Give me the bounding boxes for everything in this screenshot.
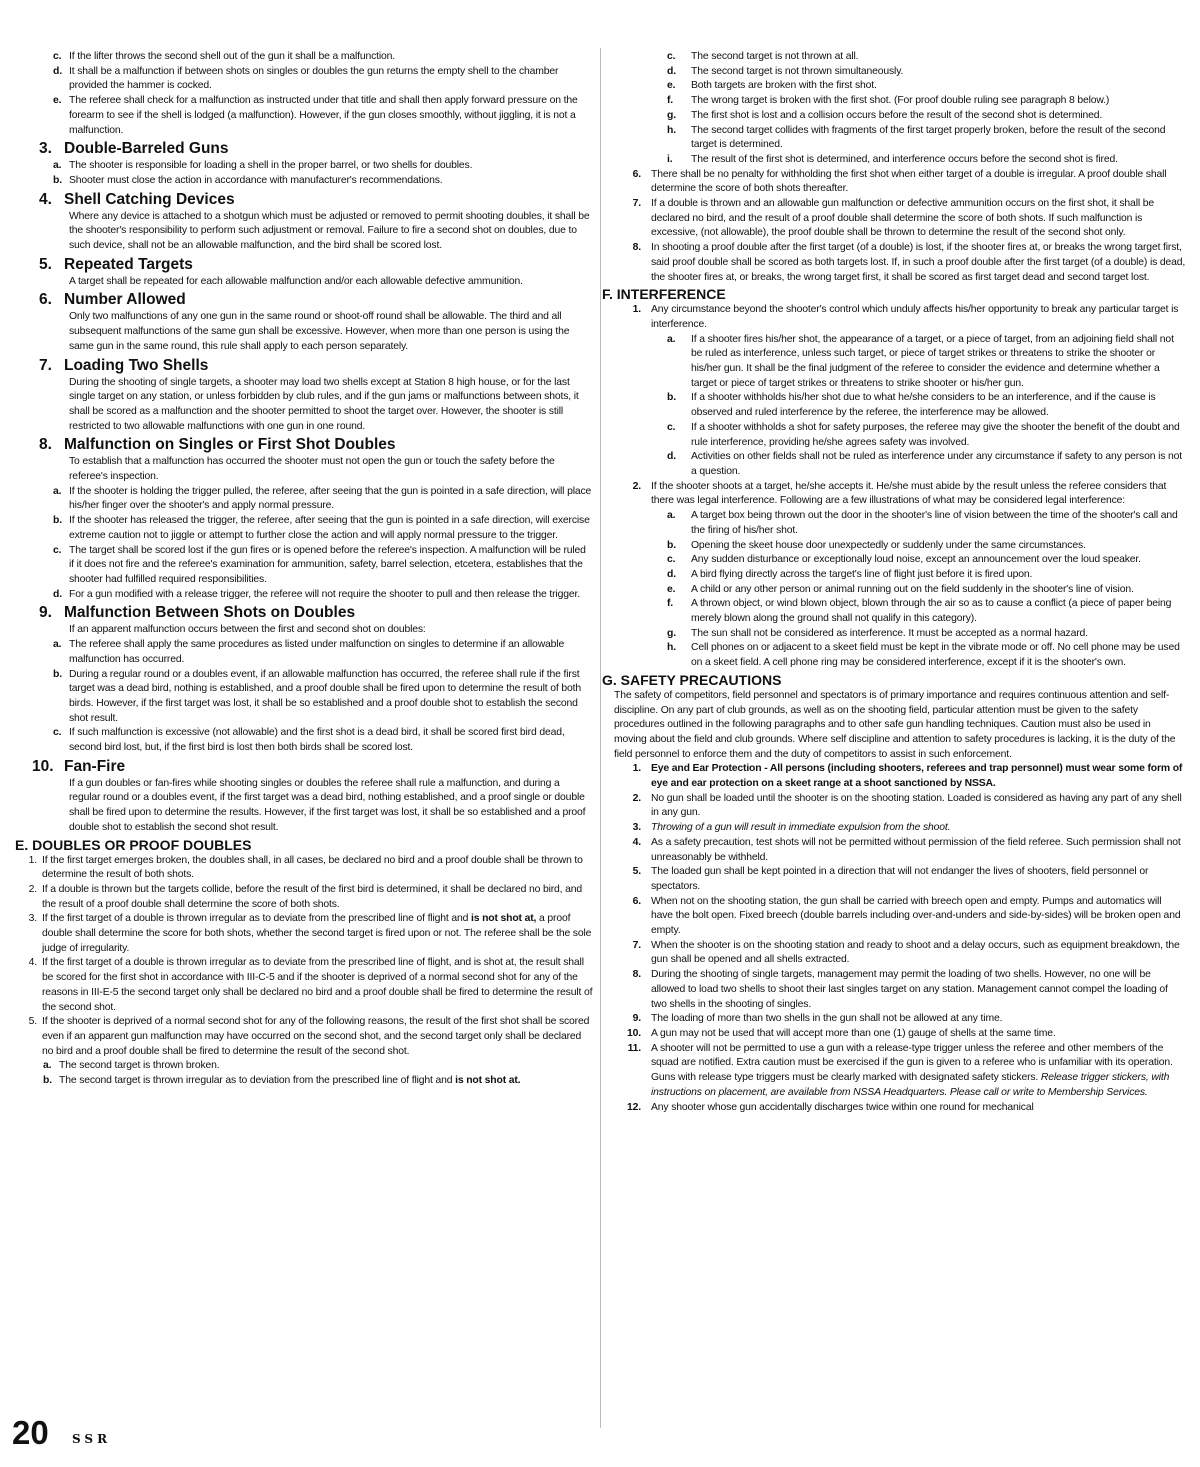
list-item	[614, 509, 1186, 538]
list-item	[15, 174, 593, 189]
list-item	[614, 583, 1186, 598]
item-text: If a shooter withholds his/her shot due to what he/she considers to be an interference, and if the cause is observed and ruled interference by the referee, the interference may be allowed.	[691, 392, 1156, 419]
list-item	[614, 539, 1186, 554]
list-item	[15, 854, 593, 883]
item-text: When not on the shooting station, the gun shall be carried with breech open and empty. Pumps and automatics will have the bolt open. Fixed breech (double barrels including over-and-unders and side-by-sides) will be broken open and empty.	[651, 895, 1181, 937]
item-text: A child or any other person or animal running out on the field suddenly in the shooter's line of vision.	[691, 583, 1134, 595]
item-marker: 11.	[627, 1042, 641, 1054]
item-marker: h.	[667, 642, 676, 654]
section-4-text: Where any device is attached to a shotgun which must be adjusted or removed to permit shooting doubles, it shall be the shooter's responsibility to perform such adjustment or removal. Failure to fire a second shot on doubles, due to such device, shall not be an allowable malfunction, and the bird shall be scored lost.	[69, 210, 590, 252]
section-heading-8: 8. Malfunction on Singles or First Shot Doubles	[39, 436, 396, 454]
list-item	[15, 956, 593, 1015]
item-text: If the first target of a double is thrown irregular as to deviate from the prescribed line of flight, and is shot at, the result shall be scored for the first shot in accordance with III-C-5 and if the shooter is deprived of a normal second shot for any of the reasons in III-E-5 the second target only shall be declared no bird and a proof double shall be fired to determine the result of the second shot.	[42, 957, 593, 1013]
list-item	[614, 168, 1186, 197]
list-item	[614, 303, 1186, 332]
list-item	[614, 627, 1186, 642]
item-marker: a.	[667, 510, 676, 522]
section-5-text: A target shall be repeated for each allowable malfunction and/or each allowable defective ammunition.	[69, 275, 523, 287]
section-heading-5: 5. Repeated Targets	[39, 255, 193, 273]
section-9-text: If an apparent malfunction occurs between the first and second shot on doubles:	[69, 624, 426, 636]
item-text: The loading of more than two shells in the gun shall not be allowed at any time.	[651, 1013, 1003, 1025]
list-item	[614, 568, 1186, 583]
item-text: A target box being thrown out the door in the shooter's line of vision between the time of the shooter's call and the firing of his/her shot.	[691, 510, 1178, 536]
item-text: The second target is thrown broken.	[59, 1060, 220, 1072]
item-text: Eye and Ear Protection - All persons (including shooters, referees and trap personnel) must wear some form of eye and ear protection on a skeet range at a shoot sanctioned by NSSA.	[651, 763, 1183, 790]
item-marker: c.	[53, 727, 62, 739]
item-text: Any circumstance beyond the shooter's control which unduly affects his/her opportunity to break any particular target is interference.	[651, 304, 1179, 330]
item-text: The target shall be scored lost if the gun fires or is opened before the referee's inspection. A malfunction will be ruled if it does not fire and the referee's examination for ammunition, safety, barrel selection, etcetera, establishes that the shooter had fulfilled required responsibilities.	[69, 544, 586, 585]
item-marker: b.	[53, 174, 62, 186]
list-item	[614, 1101, 1186, 1116]
item-text: The second target is thrown irregular as to deviation from the prescribed line of flight and	[59, 1075, 456, 1087]
list-item	[15, 1074, 593, 1089]
section-6-text: Only two malfunctions of any one gun in the same round or shoot-off round shall be allowable. The third and all subsequent malfunctions of the same gun shall be excessive. However, when more than one person is using the same gun in the same round, this rule shall apply to each person separately.	[69, 311, 570, 352]
item-text: As a safety precaution, test shots will not be permitted without permission of the field referee. Such permission shall not unreasonably be withheld.	[651, 836, 1181, 863]
item-text: Opening the skeet house door unexpectedly or suddenly under the same circumstances.	[691, 539, 1086, 551]
page-number: 20	[12, 1414, 49, 1451]
section-g-heading: G. SAFETY PRECAUTIONS	[602, 671, 782, 688]
item-marker: g.	[667, 109, 676, 121]
list-item	[614, 153, 1186, 168]
item-text: Any sudden disturbance or exceptionally loud noise, except an announcement over the loud speaker.	[691, 554, 1141, 566]
item-marker: c.	[667, 421, 676, 433]
item-marker: d.	[667, 65, 676, 77]
list-item	[614, 1012, 1186, 1027]
section-e-more-items	[614, 168, 1186, 286]
item-marker: c.	[53, 544, 62, 556]
item-marker: 7.	[632, 939, 641, 951]
list-item	[614, 821, 1186, 836]
list-item	[15, 50, 593, 65]
item-text: Activities on other fields shall not be ruled as interference under any circumstance if safety to any person is not a question.	[691, 451, 1183, 477]
list-item	[614, 109, 1186, 124]
section-heading-3: 3. Double-Barreled Guns	[39, 140, 229, 158]
item-marker: h.	[667, 124, 676, 136]
item-marker: a.	[667, 333, 676, 345]
item-text: The wrong target is broken with the first shot. (For proof double ruling see paragraph 8 below.)	[691, 95, 1110, 107]
item-marker: f.	[667, 598, 674, 610]
item-text: The sun shall not be considered as interference. It must be accepted as a normal hazard.	[691, 627, 1088, 639]
item-text: The second target collides with fragments of the first target properly broken, before the result of the second target is determined.	[691, 124, 1166, 151]
list-item	[614, 939, 1186, 968]
list-item	[614, 241, 1186, 285]
item-text: Both targets are broken with the first shot.	[691, 80, 877, 92]
section-8-text: To establish that a malfunction has occurred the shooter must not open the gun or touch the safety before the referee's inspection.	[69, 456, 555, 483]
item-marker: e.	[667, 583, 676, 595]
intro-items	[15, 50, 593, 138]
item-text: The shooter is responsible for loading a shell in the proper barrel, or two shells for doubles.	[69, 160, 473, 172]
item-marker: f.	[667, 95, 674, 107]
item-marker: a.	[53, 485, 62, 497]
item-text: Cell phones on or adjacent to a skeet field must be kept in the vibrate mode or off. No cell phone may be used on a skeet field. A cell phone ring may be considered interference, except if it is the shooter's own.	[691, 642, 1180, 669]
item-text: In shooting a proof double after the first target (of a double) is lost, if the shooter fires at, or breaks the wrong target first, said proof double shall be scored as both targets lost. If, in such a proof double after the first target (of a double) is dead, the shooter fires at, or breaks, the wrong target first, it shall be scored as first target dead and second target lost.	[651, 242, 1186, 283]
list-item	[614, 124, 1186, 153]
section-7-text: During the shooting of single targets, a shooter may load two shells except at Station 8 high house, or for the last single target on any station, or unless forbidden by club rules, and if the gun jams or malfunctions between shots, it shall be scored as a malfunction and the shooter permitted to shoot the target over. However, the shooter is still restricted to two allowable malfunctions with one gun in one round.	[69, 376, 579, 432]
item-text: It shall be a malfunction if between shots on singles or doubles the gun returns the empty shell to the chamber provided the hammer is cocked.	[69, 65, 559, 92]
list-item	[15, 485, 593, 514]
list-item	[614, 79, 1186, 94]
left-column	[15, 50, 593, 1089]
item-marker: a.	[53, 160, 62, 172]
item-emphasis: Release trigger stickers, with instructions on placement, are available from NSSA Headquarters. Please call or write to Membership Services.	[651, 1072, 1170, 1098]
item-marker: 6.	[632, 895, 641, 907]
item-marker: 12.	[627, 1101, 641, 1113]
item-marker: 1.	[632, 763, 641, 775]
list-item	[614, 1042, 1186, 1101]
item-text: If the first target emerges broken, the doubles shall, in all cases, be declared no bird and a proof double shall be thrown to determine the result of both shots.	[42, 854, 583, 881]
section-f-heading: F. INTERFERENCE	[602, 286, 726, 303]
list-item	[614, 597, 1186, 626]
list-item	[15, 1015, 593, 1059]
item-marker: e.	[667, 80, 676, 92]
item-marker: b.	[43, 1075, 52, 1087]
item-marker: c.	[53, 51, 62, 62]
item-marker: 1.	[28, 854, 37, 866]
section-e-heading: E. DOUBLES OR PROOF DOUBLES	[15, 836, 252, 853]
list-item	[614, 391, 1186, 420]
item-text: The referee shall check for a malfunction as instructed under that title and shall then apply forward pressure on the forearm to see if the shell is lodged (a malfunction). However, if the gun closes smoothly, without jiggling, it is not a malfunction.	[69, 95, 578, 136]
item-marker: 9.	[632, 1013, 641, 1025]
item-marker: 1.	[632, 304, 641, 316]
item-text: If the lifter throws the second shell out of the gun it shall be a malfunction.	[69, 51, 396, 62]
item-text: If the shooter shoots at a target, he/she accepts it. He/she must abide by the result unless the referee considers that there was legal interference. Following are a few illustrations of what may be considered legal interference:	[651, 480, 1167, 507]
item-marker: g.	[667, 627, 676, 639]
item-text: If a shooter withholds a shot for safety purposes, the referee may give the shooter the benefit of the doubt and rule interference, providing he/she agrees safety was involved.	[691, 421, 1180, 448]
list-item	[15, 668, 593, 727]
list-item	[15, 65, 593, 94]
item-marker: 8.	[632, 242, 641, 254]
list-item	[15, 883, 593, 912]
item-marker: 2.	[632, 792, 641, 804]
list-item	[15, 912, 593, 956]
section-heading-4: 4. Shell Catching Devices	[39, 190, 235, 208]
item-text: No gun shall be loaded until the shooter is on the shooting station. Loaded is considered as having any part of any shell in any gun.	[651, 792, 1182, 819]
item-text: The second target is not thrown simultaneously.	[691, 65, 904, 77]
item-text: During the shooting of single targets, management may permit the loading of two shells. However, no one will be allowed to load two shells to shoot their last singles target on any station. Management cannot compel the loading of two shells in the shooting of singles.	[651, 969, 1168, 1010]
item-text: The referee shall apply the same procedures as listed under malfunction on singles to determine if an allowable malfunction has occurred.	[69, 639, 565, 665]
item-text: When the shooter is on the shooting station and ready to shoot and a delay occurs, such as equipment breakdown, the gun shall be opened and all shells extracted.	[651, 939, 1180, 966]
list-item	[614, 421, 1186, 450]
item-text: If the shooter is deprived of a normal second shot for any of the following reasons, the result of the first shot shall be scored even if an apparent gun malfunction may have occurred on the second shot, and the second target only shall be declared no bird and a proof double shall be fired to determine the result of the second shot.	[42, 1016, 590, 1057]
item-emphasis: is not shot at,	[470, 913, 537, 925]
item-marker: b.	[667, 539, 676, 551]
list-item	[614, 762, 1186, 791]
item-marker: b.	[667, 392, 676, 404]
item-marker: d.	[53, 65, 62, 77]
list-item	[15, 544, 593, 588]
item-marker: a.	[43, 1060, 52, 1072]
item-marker: 4.	[28, 957, 37, 969]
list-item	[15, 94, 593, 138]
item-marker: d.	[53, 588, 62, 600]
item-marker: b.	[53, 515, 62, 527]
list-item	[15, 159, 593, 174]
item-marker: b.	[53, 668, 62, 680]
section-f-items	[614, 303, 1186, 671]
item-text: If the first target of a double is thrown irregular as to deviate from the prescribed line of flight and	[42, 913, 471, 925]
item-text: Throwing of a gun will result in immediate expulsion from the shoot.	[651, 822, 951, 834]
right-column	[602, 50, 1186, 1115]
list-item	[15, 1059, 593, 1074]
list-item	[614, 333, 1186, 392]
item-text: A bird flying directly across the target's line of flight just before it is fired upon.	[691, 568, 1033, 580]
section-3-items	[15, 159, 593, 188]
item-text: If such malfunction is excessive (not allowable) and the first shot is a dead bird, it shall be scored first bird dead, second bird lost, but, if the first bird is lost then both birds shall be scored lost.	[69, 727, 565, 754]
item-text: There shall be no penalty for withholding the first shot when either target of a double is irregular. A proof double shall determine the score of both shots thereafter.	[651, 168, 1167, 195]
item-marker: 7.	[632, 198, 641, 210]
item-marker: e.	[53, 95, 62, 107]
list-item	[614, 968, 1186, 1012]
list-item	[614, 792, 1186, 821]
section-e-items	[15, 854, 593, 1089]
item-text: For a gun modified with a release trigger, the referee will not require the shooter to pull and then release the trigger.	[69, 588, 580, 600]
list-item	[614, 895, 1186, 939]
item-text: If a shooter fires his/her shot, the appearance of a target, or a piece of target, from an adjoining field shall not be ruled as interference, unless such target, or piece of target strikes or threatens to strike the shooter or his/her gun. It shall be the final judgment of the referee to consider the evidence and determine whether a target or piece of target strikes or threatens to strike shooter or his/her gun.	[691, 333, 1174, 389]
item-text: If the shooter has released the trigger, the referee, after seeing that the gun is pointed in a safe direction, will exercise extreme caution not to jiggle or attempt to further close the action and will apply normal pressure to the trigger.	[69, 515, 590, 541]
list-item	[15, 726, 593, 755]
list-item	[15, 638, 593, 667]
item-text: If the shooter is holding the trigger pulled, the referee, after seeing that the gun is pointed in a safe direction, will place his/her finger over the shooter's and apply normal pressure.	[69, 485, 592, 512]
section-heading-10: 10. Fan-Fire	[32, 757, 126, 775]
list-item	[614, 836, 1186, 865]
item-marker: 2.	[28, 883, 37, 895]
list-item	[614, 641, 1186, 670]
item-marker: 2.	[632, 480, 641, 492]
list-item	[614, 553, 1186, 568]
item-marker: 6.	[632, 168, 641, 180]
section-8-items	[15, 485, 593, 603]
list-item	[614, 197, 1186, 241]
page-footer	[12, 1414, 112, 1452]
list-item	[614, 865, 1186, 894]
item-text: If a double is thrown and an allowable gun malfunction or defective ammunition occurs on the first shot, it shall be declared no bird, and the result of a proof double shall determine the score of both shots. If such malfunction is excessive, (not allowable), the proof double shall be thrown to determine the result of the second shot only.	[651, 198, 1155, 239]
item-text: The second target is not thrown at all.	[691, 51, 859, 62]
publication-name: SSR	[72, 1432, 112, 1446]
item-text: Any shooter whose gun accidentally discharges twice within one round for mechanical	[651, 1101, 1034, 1113]
item-text: During a regular round or a doubles event, if an allowable malfunction has occurred, the referee shall rule if the first target was a dead bird, nothing is established, and a proof double shall be fired upon to determine the result of both birds. However, if the first target was lost, it shall be so established and a proof double shot to establish the second shot result.	[69, 668, 581, 724]
item-text: a proof double shall determine the score for both shots, whether the second target is fired upon or not. The referee shall be the sole judge of irregularity.	[42, 913, 592, 954]
section-g-text: The safety of competitors, field personnel and spectators is of primary importance and requires continuous attention and self-discipline. On any part of club grounds, as well as on the shooting field, particular attention must be given to the safety procedures outlined in the following paragraphs and to other safe gun handling techniques. Caution must also be used in moving about the field and club grounds. Where self discipline and attention to safety procedures is lacking, it is the duty of the field personnel to enforce them and the duty of competitors to assist in such enforcement.	[614, 689, 1176, 760]
list-item	[614, 450, 1186, 479]
item-text: A gun may not be used that will accept more than one (1) gauge of shells at the same time.	[651, 1028, 1056, 1039]
item-marker: c.	[667, 554, 676, 566]
section-heading-9: 9. Malfunction Between Shots on Doubles	[39, 604, 356, 622]
item-emphasis: is not shot at.	[455, 1075, 521, 1087]
section-heading-7: 7. Loading Two Shells	[39, 356, 209, 374]
list-item	[614, 480, 1186, 509]
item-text: The first shot is lost and a collision occurs before the result of the second shot is determined.	[691, 109, 1103, 121]
list-item	[614, 1027, 1186, 1042]
item-text: A shooter will not be permitted to use a gun with a release-type trigger unless the referee and other members of the squad are notified. Extra caution must be exercised if the gun is given to a referee who is unfamiliar with its operation. Guns with release type triggers must be clearly marked with designated safety stickers.	[651, 1042, 1173, 1084]
list-item	[15, 514, 593, 543]
section-g-items	[614, 762, 1186, 1115]
item-text: A thrown object, or wind blown object, blown through the air so as to cause a conflict (a piece of paper being merely blown along the ground shall not qualify in this category).	[691, 598, 1172, 625]
item-marker: 3.	[28, 913, 37, 925]
item-marker: i.	[667, 153, 673, 165]
section-10-text: If a gun doubles or fan-fires while shooting singles or doubles the referee shall rule a malfunction, and during a regular round or a doubles event, if the first target was a dead bird, nothing established, and a proof single or double shall be fired upon to determine the results. However, if the first target was lost, it shall be so established and a proof double shot to establish the second shot result.	[69, 777, 586, 833]
section-9-items	[15, 638, 593, 756]
item-marker: d.	[667, 568, 676, 580]
item-text: The loaded gun shall be kept pointed in a direction that will not endanger the lives of shooters, field personnel or spectators.	[651, 866, 1149, 892]
section-heading-6: 6. Number Allowed	[39, 291, 186, 309]
column-divider	[600, 48, 601, 1428]
item-text: Shooter must close the action in accordance with manufacturer's recommendations.	[69, 174, 443, 186]
item-marker: 4.	[632, 836, 641, 848]
item-marker: 3.	[632, 822, 641, 834]
item-text: If a double is thrown but the targets collide, before the result of the first bird is determined, it shall be declared no bird, and the result of a proof double shall determine the score of both shots.	[42, 883, 583, 910]
item-marker: d.	[667, 451, 676, 463]
item-marker: 8.	[632, 969, 641, 981]
item-marker: 5.	[28, 1016, 37, 1028]
section-e-continued-items	[614, 50, 1186, 168]
list-item	[614, 65, 1186, 80]
item-marker: 5.	[632, 866, 641, 878]
list-item	[614, 94, 1186, 109]
list-item	[614, 50, 1186, 65]
item-marker: 10.	[627, 1028, 641, 1039]
item-marker: c.	[667, 51, 676, 62]
item-marker: a.	[53, 639, 62, 651]
item-text: The result of the first shot is determined, and interference occurs before the second shot is fired.	[691, 153, 1118, 165]
list-item	[15, 588, 593, 603]
